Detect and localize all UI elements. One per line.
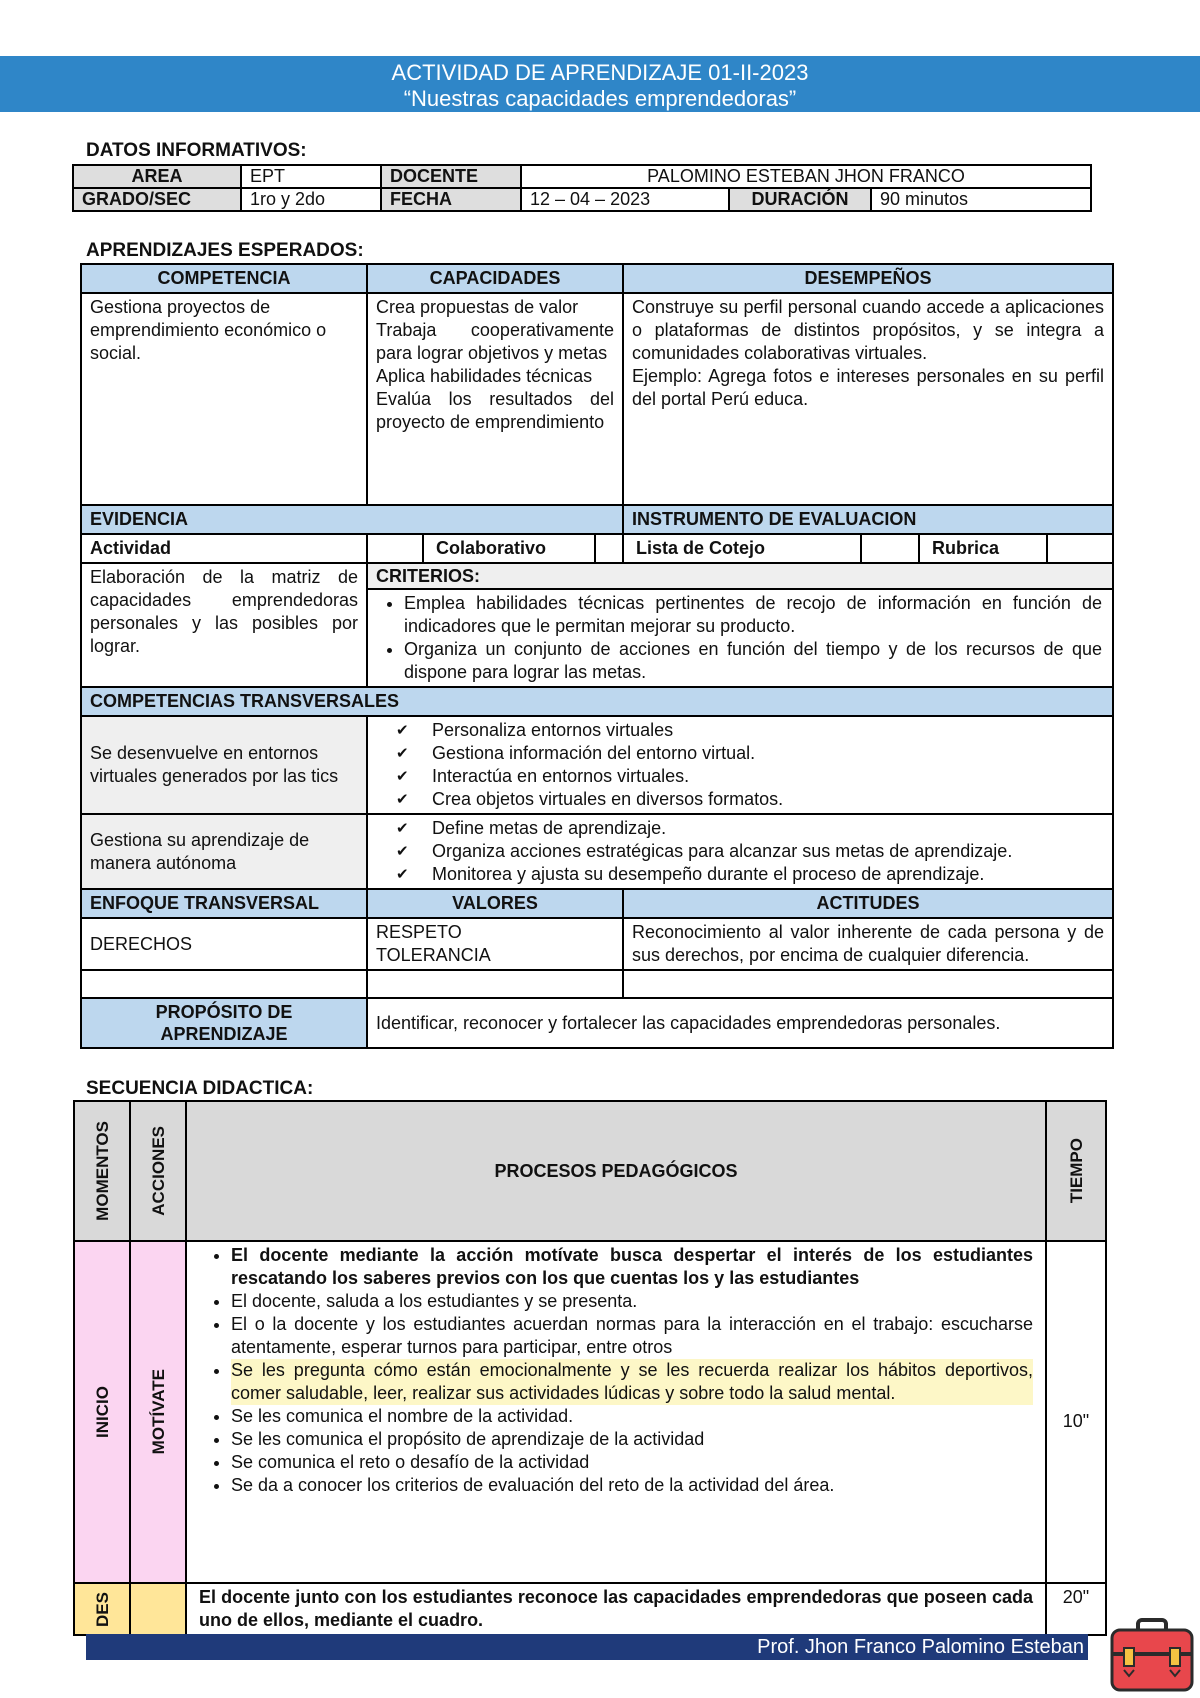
check-item: ✔ Interactúa en entornos virtuales.	[396, 765, 1104, 788]
des-cell	[74, 1583, 130, 1635]
capacidades-header: CAPACIDADES	[367, 264, 623, 293]
area-value: EPT	[241, 165, 381, 188]
lista-cotejo-check	[861, 534, 919, 563]
rubrica-label: Rubrica	[919, 534, 1047, 563]
des-accion-cell	[130, 1583, 186, 1635]
inicio-item: • El docente mediante la acción motívate busca despertar el interés de los estudiantes rescatando los saberes previos con los que cuentas los y las estudiantes	[231, 1244, 1033, 1290]
check-item: ✔ Crea objetos virtuales en diversos formatos.	[396, 788, 1104, 811]
datos-heading: DATOS INFORMATIVOS:	[86, 140, 307, 161]
inicio-item: • Se da a conocer los criterios de evaluación del reto de la actividad del área.	[231, 1474, 1033, 1497]
criterio-item: • Organiza un conjunto de acciones en función del tiempo y de los recursos de que dispone para lograr las metas.	[404, 638, 1102, 684]
fecha-value: 12 – 04 – 2023	[521, 188, 729, 211]
acciones-label: ACCIONES	[148, 1126, 168, 1216]
transversal-1: Se desenvuelve en entornos virtuales generados por las tics	[81, 716, 367, 814]
valor-item: TOLERANCIA	[376, 945, 491, 965]
empty-cell	[81, 970, 367, 998]
colaborativo-label: Colaborativo	[423, 534, 595, 563]
check-item: ✔ Organiza acciones estratégicas para alcanzar sus metas de aprendizaje.	[396, 840, 1104, 863]
activity-title: ACTIVIDAD DE APRENDIZAJE 01-II-2023	[391, 60, 809, 85]
actitudes-text: Reconocimiento al valor inherente de cada persona y de sus derechos, por encima de cualquier diferencia.	[623, 918, 1113, 970]
inicio-list	[195, 1244, 1033, 1497]
duracion-label: DURACIÓN	[729, 188, 871, 211]
desempenos-cell	[623, 293, 1113, 505]
acciones-header	[130, 1101, 186, 1241]
check-item: ✔ Define metas de aprendizaje.	[396, 817, 1104, 840]
empty-cell	[367, 970, 623, 998]
docente-value: PALOMINO ESTEBAN JHON FRANCO	[521, 165, 1091, 188]
inicio-item: • Se les comunica el nombre de la actividad.	[231, 1405, 1033, 1428]
competencia-header: COMPETENCIA	[81, 264, 367, 293]
criterios-cell	[367, 589, 1113, 687]
motivate-label: MOTÍVATE	[148, 1369, 168, 1455]
check-item: ✔ Gestiona información del entorno virtual.	[396, 742, 1104, 765]
inicio-item: • El o la docente y los estudiantes acuerdan normas para la interacción en el trabajo: escucharse atentamente, esperar turnos para participar, entre otros	[231, 1313, 1033, 1359]
tiempo-label: TIEMPO	[1066, 1138, 1086, 1204]
proposito-text: Identificar, reconocer y fortalecer las capacidades emprendedoras personales.	[367, 998, 1113, 1048]
valores-header: VALORES	[367, 889, 623, 918]
desempeno-item: Ejemplo: Agrega fotos e intereses personales en su perfil del portal Perú educa.	[632, 366, 1105, 409]
competencia-text: Gestiona proyectos de emprendimiento económico o social.	[81, 293, 367, 505]
evidencia-text: Elaboración de la matriz de capacidades emprendedoras personales y las posibles por lograr.	[81, 563, 367, 687]
criterios-list	[376, 592, 1102, 684]
inicio-label: INICIO	[92, 1386, 112, 1438]
check-item: ✔ Personaliza entornos virtuales	[396, 719, 1104, 742]
inicio-cell	[74, 1241, 130, 1583]
des-text: El docente junto con los estudiantes reconoce las capacidades emprendedoras que poseen cada uno de ellos, mediante el cuadro.	[186, 1583, 1046, 1635]
proposito-label: PROPÓSITO DE APRENDIZAJE	[81, 998, 367, 1048]
transversal-1-items	[367, 716, 1113, 814]
activity-subtitle: “Nuestras capacidades emprendedoras”	[403, 86, 797, 111]
actividad-check	[367, 534, 423, 563]
momentos-label: MOMENTOS	[92, 1121, 112, 1221]
inicio-item-highlighted: • Se les pregunta cómo están emocionalmente y se les recuerda realizar los hábitos deportivos, comer saludable, leer, realizar sus actividades lúdicas y sobre todo la salud mental.	[231, 1359, 1033, 1405]
actividad-label: Actividad	[81, 534, 367, 563]
footer-text: Prof. Jhon Franco Palomino Esteban	[757, 1636, 1084, 1658]
grado-label: GRADO/SEC	[73, 188, 241, 211]
actitudes-header: ACTITUDES	[623, 889, 1113, 918]
area-label: AREA	[73, 165, 241, 188]
evidencia-header: EVIDENCIA	[81, 505, 623, 534]
inicio-item: • El docente, saluda a los estudiantes y se presenta.	[231, 1290, 1033, 1313]
capacidad-item: Crea propuestas de valor	[376, 297, 579, 317]
footer-bar	[86, 1634, 1088, 1660]
criterio-item: • Emplea habilidades técnicas pertinentes de recojo de información en función de indicadores que le permitan mejorar su producto.	[404, 592, 1102, 638]
aprendizajes-table	[80, 263, 1114, 1049]
motivate-cell	[130, 1241, 186, 1583]
checklist	[376, 817, 1104, 886]
title-banner	[0, 56, 1200, 112]
transversales-header: COMPETENCIAS TRANSVERSALES	[81, 687, 1113, 716]
transversal-2: Gestiona su aprendizaje de manera autónoma	[81, 814, 367, 889]
datos-table	[72, 164, 1092, 212]
inicio-tiempo: 10"	[1046, 1241, 1106, 1583]
checklist	[376, 719, 1104, 811]
instrumento-header: INSTRUMENTO DE EVALUACION	[623, 505, 1113, 534]
momentos-header	[74, 1101, 130, 1241]
docente-label: DOCENTE	[381, 165, 521, 188]
inicio-item: • Se comunica el reto o desafío de la actividad	[231, 1451, 1033, 1474]
transversal-2-items	[367, 814, 1113, 889]
tiempo-header	[1046, 1101, 1106, 1241]
enfoque-header: ENFOQUE TRANSVERSAL	[81, 889, 367, 918]
capacidad-item: Evalúa los resultados del proyecto de emprendimiento	[376, 389, 614, 432]
valor-item: RESPETO	[376, 922, 462, 942]
fecha-label: FECHA	[381, 188, 521, 211]
lista-cotejo-label: Lista de Cotejo	[623, 534, 861, 563]
enfoque-value: DERECHOS	[81, 918, 367, 970]
des-tiempo: 20"	[1046, 1583, 1106, 1635]
des-label: DES	[92, 1591, 112, 1627]
duracion-value: 90 minutos	[871, 188, 1091, 211]
capacidad-item: Trabaja cooperativamente para lograr objetivos y metas	[376, 320, 614, 363]
rubrica-check	[1047, 534, 1113, 563]
desempenos-header: DESEMPEÑOS	[623, 264, 1113, 293]
check-item: ✔ Monitorea y ajusta su desempeño durante el proceso de aprendizaje.	[396, 863, 1104, 886]
briefcase-icon	[1108, 1618, 1196, 1694]
valores-cell	[367, 918, 623, 970]
desempeno-item: Construye su perfil personal cuando accede a aplicaciones o plataformas de distintos propósitos, y se integra a comunidades colaborativas virtuales.	[632, 297, 1105, 363]
capacidades-cell	[367, 293, 623, 505]
colaborativo-check	[595, 534, 623, 563]
inicio-item: • Se les comunica el propósito de aprendizaje de la actividad	[231, 1428, 1033, 1451]
empty-cell	[623, 970, 1113, 998]
secuencia-table	[73, 1100, 1107, 1636]
inicio-procesos	[186, 1241, 1046, 1583]
aprendizajes-heading: APRENDIZAJES ESPERADOS:	[86, 240, 364, 261]
grado-value: 1ro y 2do	[241, 188, 381, 211]
capacidad-item: Aplica habilidades técnicas	[376, 366, 593, 386]
criterios-label: CRITERIOS:	[367, 563, 1113, 589]
secuencia-heading: SECUENCIA DIDACTICA:	[86, 1078, 314, 1099]
procesos-header: PROCESOS PEDAGÓGICOS	[186, 1101, 1046, 1241]
